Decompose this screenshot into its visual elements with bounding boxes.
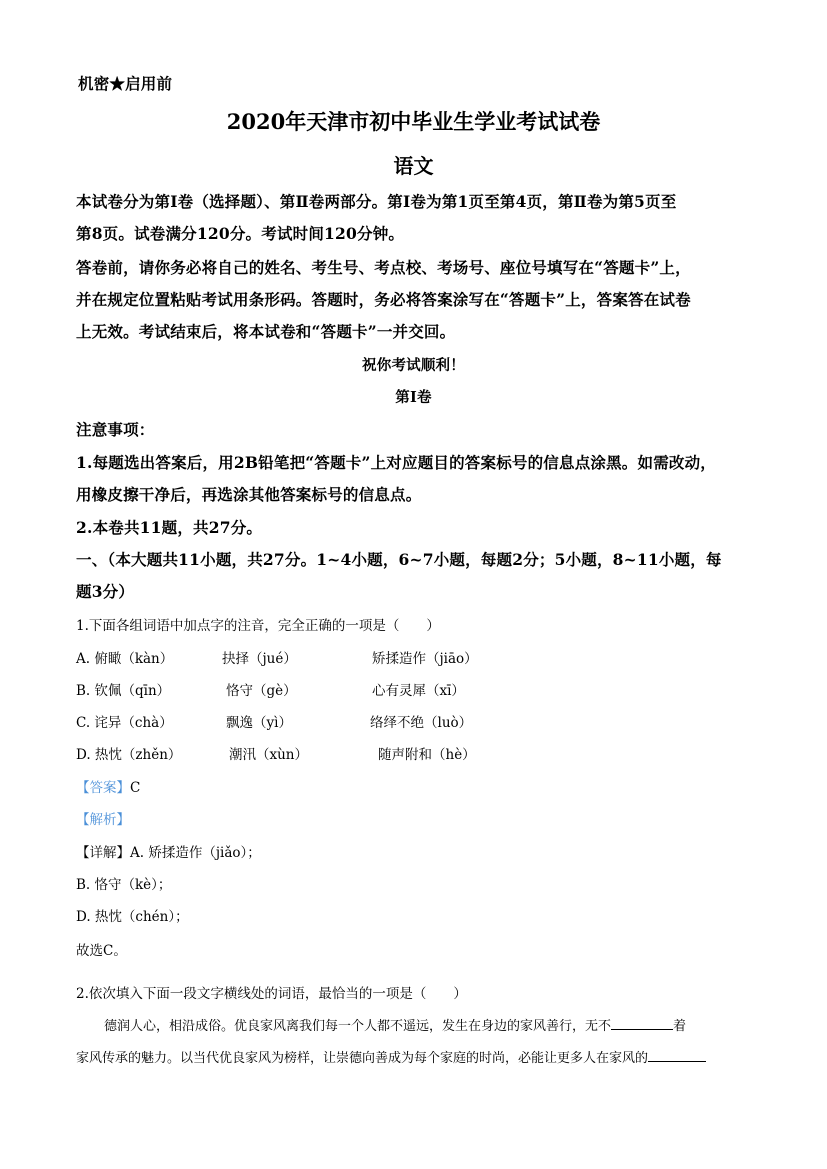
q2-passage-text-2: 家风传承的魅力。以当代优良家风为榜样，让崇德向善成为每个家庭的时尚，必能让更多人在家风的 bbox=[76, 1051, 649, 1066]
detail-a: A. 矫揉造作（jiǎo）； bbox=[130, 845, 261, 861]
option-c-2: 飘逸（yì） bbox=[226, 715, 292, 731]
option-a-2: 抉择（jué） bbox=[222, 651, 297, 667]
option-b-3: 心有灵犀（xī） bbox=[372, 683, 465, 699]
detail-line-a bbox=[76, 841, 261, 861]
q2-passage-text-1b: 着 bbox=[673, 1019, 687, 1034]
detail-d: D. 热忱（chén）； bbox=[76, 909, 189, 925]
option-d-3: 随声附和（hè） bbox=[378, 747, 476, 763]
intro-line-4: 并在规定位置粘贴考试用条形码。答题时，务必将答案涂写在“答题卡”上，答案答在试卷 bbox=[76, 290, 691, 309]
option-c-1: C. 诧异（chà） bbox=[76, 715, 173, 731]
fill-blank-1[interactable] bbox=[611, 1017, 673, 1030]
exam-title: 2020年天津市初中毕业生学业考试试卷 bbox=[226, 109, 601, 134]
section-1-line-1: 一、（本大题共11小题，共27分。1~4小题，6~7小题，每题2分；5小题，8~11小题，每 bbox=[76, 550, 722, 569]
q2-passage-line-2 bbox=[76, 1047, 706, 1066]
intro-line-1: 本试卷分为第Ⅰ卷（选择题）、第Ⅱ卷两部分。第Ⅰ卷为第1页至第4页，第Ⅱ卷为第5页至 bbox=[76, 192, 677, 211]
option-d-1: D. 热忱（zhěn） bbox=[76, 747, 182, 763]
detail-b: B. 恪守（kè）； bbox=[76, 877, 172, 893]
notice-item-2: 2.本卷共11题，共27分。 bbox=[76, 518, 263, 537]
analysis-tag: 【解析】 bbox=[76, 812, 130, 828]
answer-line bbox=[76, 776, 140, 796]
conclusion: 故选C。 bbox=[76, 943, 127, 959]
option-c-3: 络绎不绝（luò） bbox=[370, 715, 473, 731]
answer-tag: 【答案】 bbox=[76, 780, 130, 796]
notice-item-1-line-2: 用橡皮擦干净后，再选涂其他答案标号的信息点。 bbox=[76, 485, 422, 504]
question-1-stem: 1.下面各组词语中加点字的注音，完全正确的一项是（ ） bbox=[76, 618, 440, 634]
option-a-3: 矫揉造作（jiāo） bbox=[372, 651, 478, 667]
secret-label: 机密★启用前 bbox=[78, 74, 173, 93]
notice-item-1-line-1: 1.每题选出答案后，用2B铅笔把“答题卡”上对应题目的答案标号的信息点涂黑。如需改动， bbox=[76, 453, 717, 472]
option-d-2: 潮汛（xùn） bbox=[229, 747, 309, 763]
section-1-line-2: 题3分） bbox=[76, 582, 135, 601]
intro-line-2: 第8页。试卷满分120分。考试时间120分钟。 bbox=[76, 224, 405, 243]
q2-passage-line-1 bbox=[104, 1015, 686, 1034]
wish-text: 祝你考试顺利！ bbox=[362, 357, 465, 374]
option-b-1: B. 钦佩（qīn） bbox=[76, 683, 171, 699]
notice-title: 注意事项： bbox=[76, 420, 155, 439]
option-a-1: A. 俯瞰（kàn） bbox=[76, 651, 174, 667]
q2-passage-text-1: 德润人心，相沿成俗。优良家风离我们每一个人都不遥远，发生在身边的家风善行，无不 bbox=[104, 1019, 612, 1034]
answer-value: C bbox=[130, 780, 141, 796]
question-2-stem: 2.依次填入下面一段文字横线处的词语，最恰当的一项是（ ） bbox=[76, 986, 467, 1002]
intro-line-3: 答卷前，请你务必将自己的姓名、考生号、考点校、考场号、座位号填写在“答题卡”上， bbox=[76, 258, 691, 277]
fill-blank-2[interactable] bbox=[648, 1049, 706, 1062]
intro-line-5: 上无效。考试结束后，将本试卷和“答题卡”一并交回。 bbox=[76, 322, 456, 341]
detail-tag: 【详解】 bbox=[76, 845, 130, 861]
subject-title: 语文 bbox=[393, 154, 434, 178]
volume-title: 第Ⅰ卷 bbox=[395, 389, 432, 406]
option-b-2: 恪守（gè） bbox=[226, 683, 297, 699]
